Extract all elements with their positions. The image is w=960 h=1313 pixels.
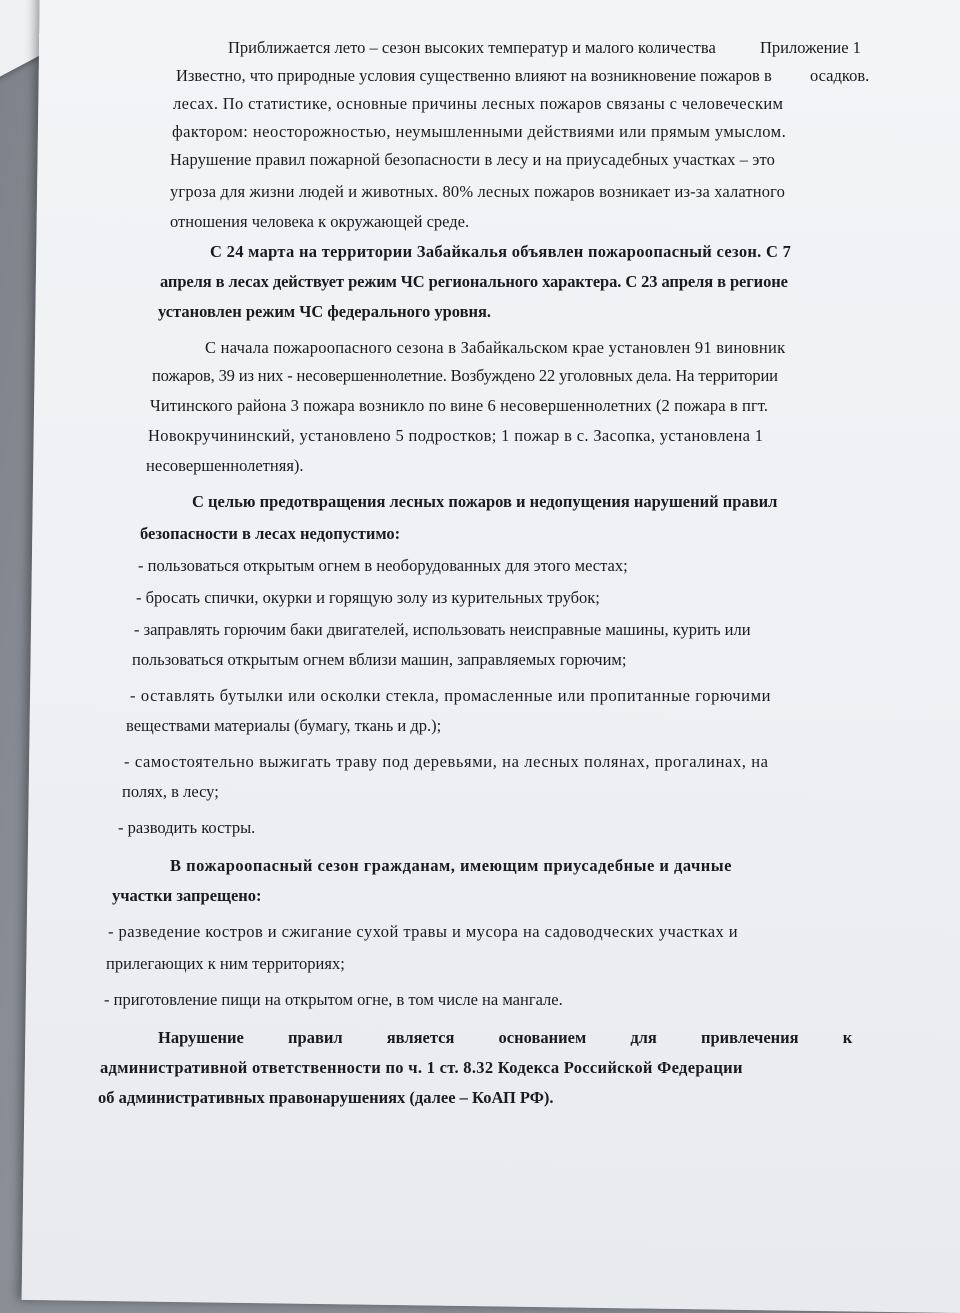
stats-line-1: С начала пожароопасного сезона в Забайкальском крае установлен 91 виновник — [205, 338, 786, 357]
intro-line-4: фактором: неосторожностью, неумышленными действиями или прямым умыслом. — [172, 122, 787, 141]
prohibited-item-2: - бросать спички, окурки и горящую золу из курительных трубок; — [136, 588, 600, 607]
garden-heading-2: участки запрещено: — [112, 886, 262, 905]
garden-item-2: - приготовление пищи на открытом огне, в том числе на мангале. — [104, 990, 563, 1009]
garden-item-1-cont: прилегающих к ним территориях; — [106, 954, 345, 973]
stats-line-4: Новокручининский, установлено 5 подростков; 1 пожар в с. Засопка, установлена 1 — [148, 426, 764, 445]
stats-line-5: несовершеннолетняя). — [146, 456, 304, 475]
liability-line-1: Нарушение правил является основанием для привлечения к — [158, 1028, 853, 1047]
annex-label: Приложение 1 — [760, 38, 861, 57]
liability-line-2: административной ответственности по ч. 1 ст. 8.32 Кодекса Российской Федерации — [100, 1058, 743, 1077]
garden-item-1: - разведение костров и сжигание сухой травы и мусора на садоводческих участках и — [108, 922, 739, 941]
stats-line-3: Читинского района 3 пожара возникло по вине 6 несовершеннолетних (2 пожара в пгт. — [150, 396, 769, 415]
liability-line-3: об административных правонарушениях (далее – КоАП РФ). — [98, 1088, 554, 1107]
intro-line-1-tail: осадков. — [810, 66, 870, 85]
prohibited-heading-1: С целью предотвращения лесных пожаров и недопущения нарушений правил — [192, 492, 778, 511]
garden-heading-1: В пожароопасный сезон гражданам, имеющим приусадебные и дачные — [170, 856, 732, 875]
season-line-2: апреля в лесах действует режим ЧС регионального характера. С 23 апреля в регионе — [160, 272, 788, 291]
prohibited-item-6: - разводить костры. — [118, 818, 256, 837]
intro-line-1: Приближается лето – сезон высоких температур и малого количества — [228, 38, 716, 57]
intro-line-6: угроза для жизни людей и животных. 80% лесных пожаров возникает из-за халатного — [170, 182, 786, 201]
prohibited-item-1: - пользоваться открытым огнем в необорудованных для этого местах; — [138, 556, 628, 575]
season-line-3: установлен режим ЧС федерального уровня. — [158, 302, 492, 321]
prohibited-item-3-cont: пользоваться открытым огнем вблизи машин, заправляемых горючим; — [132, 650, 627, 669]
prohibited-item-4: - оставлять бутылки или осколки стекла, промасленные или пропитанные горючими — [130, 686, 772, 705]
stats-line-2: пожаров, 39 из них - несовершеннолетние. Возбуждено 22 уголовных дела. На территории — [152, 366, 778, 385]
prohibited-item-5-cont: полях, в лесу; — [122, 782, 219, 801]
intro-line-7: отношения человека к окружающей среде. — [170, 212, 470, 231]
prohibited-heading-2: безопасности в лесах недопустимо: — [140, 524, 401, 543]
intro-line-2: Известно, что природные условия существенно влияют на возникновение пожаров в — [176, 66, 772, 85]
prohibited-item-5: - самостоятельно выжигать траву под деревьями, на лесных полянах, прогалинах, на — [124, 752, 769, 771]
prohibited-item-3: - заправлять горючим баки двигателей, использовать неисправные машины, курить или — [134, 620, 751, 639]
intro-line-5: Нарушение правил пожарной безопасности в лесу и на приусадебных участках – это — [170, 150, 775, 169]
intro-line-3: лесах. По статистике, основные причины лесных пожаров связаны с человеческим — [173, 94, 784, 113]
season-line-1: С 24 марта на территории Забайкалья объявлен пожароопасный сезон. С 7 — [210, 242, 792, 261]
prohibited-item-4-cont: веществами материалы (бумагу, ткань и др.); — [126, 716, 442, 735]
